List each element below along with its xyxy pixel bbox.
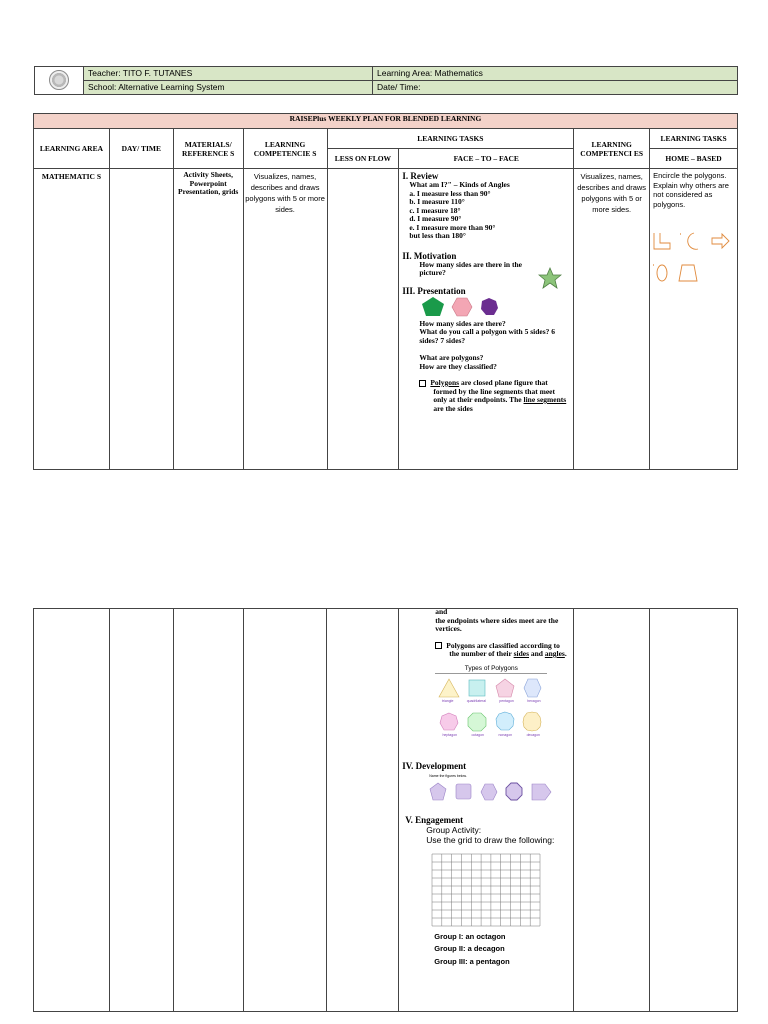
teacher-cell: Teacher: TITO F. TUTANES — [84, 67, 373, 81]
col-lesson-flow: LESS ON FLOW — [327, 149, 399, 169]
heptagon-icon — [481, 298, 498, 315]
col-learning-tasks-2: LEARNING TASKS — [650, 129, 738, 149]
hexagon-icon — [524, 679, 541, 697]
group-item: Group I: an octagon — [434, 931, 506, 941]
group-item: Group II: a decagon — [434, 944, 505, 953]
engagement-title: V. Engagement — [405, 814, 464, 825]
heptagon-icon — [440, 713, 458, 730]
classification-text: Polygons are classified according to the number of their sides and angles. — [435, 642, 570, 659]
development-caption: Name the figures below. — [429, 773, 467, 778]
crescent-icon — [688, 233, 698, 249]
trapezoid-icon — [679, 265, 697, 281]
cell-competency-2 — [574, 609, 650, 1012]
type-label: decagon — [526, 732, 540, 737]
continued-text: the endpoints where sides meet are the vertices. — [435, 615, 559, 633]
home-based-text: Encircle the polygons. Explain why others are not considered as polygons. — [653, 171, 729, 209]
presentation-shapes — [419, 296, 509, 318]
cell-learning-area — [34, 609, 110, 1012]
development-title: IV. Development — [402, 760, 467, 771]
review-item: d. I measure 90° — [409, 214, 462, 223]
triangle-icon — [439, 679, 459, 697]
cell-competency-2: Visualizes, names, describes and draws polygons with 5 or more sides. — [574, 169, 650, 470]
type-label: heptagon — [442, 732, 458, 737]
cell-competency: Visualizes, names, describes and draws polygons with 5 or more sides. — [243, 169, 327, 470]
review-item: but less than 180° — [409, 231, 466, 240]
engagement-line2: Use the grid to draw the following: — [426, 834, 555, 845]
weekly-plan-table-continued — [33, 608, 738, 1012]
type-label: pentagon — [499, 698, 514, 703]
col-learning-tasks: LEARNING TASKS — [327, 129, 574, 149]
types-of-polygons-figure — [435, 665, 547, 753]
types-title: Types of Polygons — [435, 665, 547, 674]
pentagon-icon — [496, 679, 514, 697]
engagement-line1: Group Activity: — [426, 824, 482, 835]
polygon-types-icons — [435, 677, 547, 751]
arrow-pentagon-icon — [532, 784, 551, 800]
cell-face-to-face — [399, 169, 574, 470]
col-home-based: HOME – BASED — [650, 149, 738, 169]
school-cell: School: Alternative Learning System — [84, 81, 373, 95]
decagon-icon — [523, 712, 541, 731]
learning-area-cell: Learning Area: Mathematics — [373, 67, 738, 81]
octagon-icon — [506, 783, 522, 800]
presentation-q4: How are they classified? — [419, 361, 497, 371]
weekly-plan-table — [33, 113, 738, 470]
type-label: triangle — [441, 698, 454, 703]
col-day-time: DAY/ TIME — [109, 129, 173, 169]
presentation-q1: How many sides are there? — [419, 318, 506, 328]
type-label: hexagon — [527, 698, 541, 703]
cell-lesson-flow — [327, 169, 399, 470]
drawing-grid — [431, 853, 541, 927]
plan-title: RAISEPlus WEEKLY PLAN FOR BLENDED LEARNING — [34, 114, 738, 129]
continued-and: and — [435, 607, 448, 616]
development-shapes — [429, 781, 569, 803]
checkbox-bullet-icon — [435, 642, 442, 649]
review-title: I. Review — [402, 171, 439, 181]
cell-home-based — [650, 169, 738, 470]
date-time-cell: Date/ Time: — [373, 81, 738, 95]
star-icon — [538, 267, 562, 289]
type-labels-row2 — [435, 733, 547, 737]
home-shapes — [652, 231, 732, 291]
hexagon-icon — [452, 298, 472, 316]
engagement-block — [402, 825, 570, 845]
cell-materials: Activity Sheets, Powerpoint Presentation, grids — [173, 169, 243, 470]
group-item: Group III: a pentagon — [434, 956, 510, 966]
presentation-q2: What do you call a polygon with 5 sides? 6 sides? 7 sides? — [419, 327, 555, 345]
presentation-title: III. Presentation — [402, 285, 466, 296]
cell-materials — [173, 609, 243, 1012]
review-question: What am I?" – Kinds of Angles — [409, 180, 510, 189]
review-item: a. I measure less than 90° — [409, 188, 491, 198]
cell-home-based — [650, 609, 738, 1012]
hexagon-icon — [481, 784, 497, 800]
col-competencies-2: LEARNING COMPETENCI ES — [574, 129, 650, 169]
type-label: nonagon — [498, 732, 513, 737]
square-icon — [456, 784, 471, 799]
presentation-q3: What are polygons? — [419, 353, 484, 362]
pentagon-icon — [430, 783, 446, 800]
review-item: b. I measure 110° — [409, 197, 465, 206]
group-list — [402, 931, 570, 969]
nonagon-icon — [496, 712, 514, 730]
octagon-icon — [468, 713, 486, 731]
polygon-definition: Polygons are closed plane figure that formed by the line segments that meet only at their endpoints. The line segments are the sides — [419, 379, 570, 413]
type-label: quadrilateral — [466, 698, 486, 703]
col-competencies: LEARNING COMPETENCIE S — [243, 129, 327, 169]
type-labels-row1 — [435, 699, 547, 703]
col-materials: MATERIALS/ REFERENCE S — [173, 129, 243, 169]
pentagon-icon — [422, 297, 444, 316]
cell-day-time — [109, 169, 173, 470]
col-learning-area: LEARNING AREA — [34, 129, 110, 169]
cell-face-to-face — [399, 609, 574, 1012]
oval-icon — [657, 265, 667, 281]
l-shape-icon — [654, 233, 670, 249]
motivation-text: How many sides are there in the picture? — [419, 259, 522, 277]
review-item: c. I measure 18° — [409, 205, 461, 215]
motivation-title: II. Motivation — [402, 250, 457, 261]
review-item: e. I measure more than 90° — [409, 222, 496, 232]
cell-learning-area: MATHEMATIC S — [34, 169, 110, 470]
quadrilateral-icon — [469, 680, 485, 696]
header-info-table — [34, 66, 738, 95]
arrow-icon — [712, 234, 729, 248]
cell-competency — [243, 609, 327, 1012]
deped-logo — [35, 67, 84, 95]
cell-lesson-flow — [327, 609, 399, 1012]
type-label: octagon — [471, 732, 485, 737]
col-face-to-face: FACE – TO – FACE — [399, 149, 574, 169]
checkbox-bullet-icon — [419, 380, 426, 387]
cell-day-time — [109, 609, 173, 1012]
deped-seal-icon — [49, 70, 69, 90]
